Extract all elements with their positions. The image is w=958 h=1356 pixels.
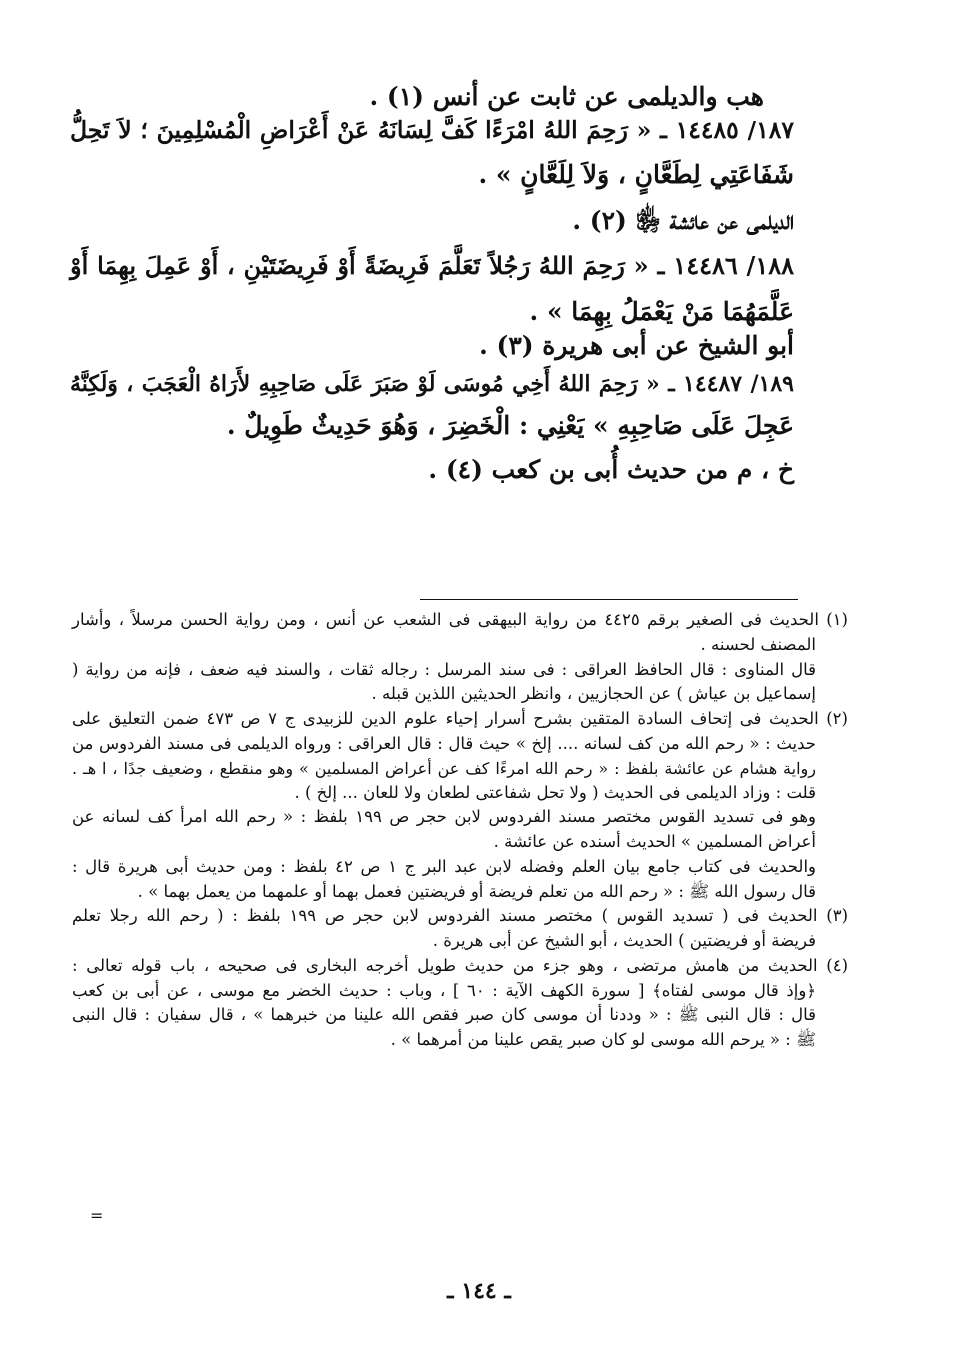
main-text: [70, 82, 794, 485]
footnote-line: قال رسول الله ﷺ : « رحم الله من تعلم فريضة أو فريضتين فعمل بهما أو علمهما من يعمل بهما » .: [137, 881, 816, 901]
footnote-line: قال المناوى : قال الحافظ العراقى : فى سند المرسل : رجاله ثقات ، والسند فيه ضعف ، فإنه من رواية (: [72, 659, 816, 679]
hadith-line: ١٨٨/ ١٤٤٨٦ ـ « رَحِمَ اللهُ رَجُلاً تَعَلَّمَ فَرِيضَةً أَوْ فَرِيضَتَيْنِ ، أَوْ عَمِلَ بِهِمَا أَوْ: [70, 251, 794, 281]
footnote-line: وهو فى تسديد القوس مختصر مسند الفردوس لابن حجر ص ١٩٩ بلفظ : « رحم الله امرأ كف لسانه عن: [72, 807, 817, 827]
hadith-line: الديلمى عن عائشة ﵂ (٢) .: [572, 206, 794, 236]
continuation-mark: =: [90, 1206, 104, 1225]
hadith-line: أبو الشيخ عن أبى هريرة (٣) .: [479, 330, 794, 360]
footnote-line: (٣) الحديث فى ( تسديد القوس ) مختصر مسند الفردوس لابن حجر ص ١٩٩ بلفظ : ( رحم الله رجلا تعلم: [72, 906, 849, 926]
footnote-line: (١) الحديث فى الصغير برقم ٤٤٢٥ من رواية البيهقى فى الشعب عن أنس ، ومن رواية الحسن مرسلاً ، وأشار: [72, 610, 848, 629]
footnote-line: (٢) الحديث فى إتحاف السادة المتقين بشرح أسرار إحياء علوم الدين للزبيدى ج ٧ ص ٤٧٣ ضمن التعليق على: [72, 709, 848, 728]
page-number: ـ ١٤٤ ـ: [447, 1278, 511, 1304]
hadith-line: ١٨٩/ ١٤٤٨٧ ـ « رَحِمَ اللهُ أَخِي مُوسَى لَوْ صَبَرَ عَلَى صَاحِبِهِ لأَرَاهُ الْعَجَبَ ، وَلَكِنَّهُ: [70, 370, 794, 397]
hadith-line: عَلَّمَهُمَا مَنْ يَعْمَلُ بِهِمَا » .: [529, 296, 794, 326]
hadith-line: شَفَاعَتِي لِطَعَّانٍ ، وَلاَ لِلَعَّانٍ » .: [478, 160, 794, 190]
footnote-line: فريضة أو فريضتين ) الحديث ، أبو الشيخ عن أبى هريرة .: [432, 931, 816, 950]
hadith-line: خ ، م من حديث أُبى بن كعب (٤) .: [428, 455, 794, 485]
footnote-line: ﷺ : « يرحم الله موسى لو كان صبر يقص علينا من أمرهما » .: [390, 1030, 816, 1049]
hadith-line: عَجِلَ عَلَى صَاحِبِهِ » يَعْنِي : الْخَضِرَ ، وَهُوَ حَدِيثٌ طَوِيلٌ .: [226, 411, 794, 441]
footnote-line: (٤) الحديث من هامش مرتضى ، وهو جزء من حديث طويل أخرجه البخارى فى صحيحه ، باب قوله تعالى :: [72, 955, 848, 975]
footnote-line: حديث : « رحم الله من كف لسانه .... إلخ » حيث قال : قال العراقى : ورواه الديلمى فى مسند الفردوس من: [72, 733, 816, 753]
footnote-line: رواية هشام عن عائشة بلفظ : « رحم الله امرءًا كف عن أعراض المسلمين » وهو منقطع ، وضعيف جدًا ، ا هـ .: [72, 758, 816, 778]
footnote-line: ﴿وإذ قال موسى لفتاه﴾ [ سورة الكهف الآية : ٦٠ ] ، وباب : حديث الخضر مع موسى ، عن أبى بن كعب: [72, 980, 816, 1000]
footnote-line: والحديث فى كتاب جامع بيان العلم وفضله لابن عبد البر ج ١ ص ٤٢ بلفظ : ومن حديث أبى هريرة قال :: [72, 856, 817, 876]
hadith-line: ١٨٧/ ١٤٤٨٥ ـ « رَحِمَ اللهُ امْرَءًا كَفَّ لِسَانَهُ عَنْ أَعْرَاضِ الْمُسْلِمِينَ ؛ لاَ تَحِلُّ: [70, 116, 795, 144]
footnote-line: قلت : وزاد الديلمى فى الحديث ( ولا تحل شفاعتى لطعان ولا للعان ... إلخ ) .: [294, 782, 816, 802]
footnote-line: قال : قال النبى ﷺ : « وددنا أن موسى كان صبر فقص الله علينا من خبرهما » ، قال سفيان : قال النبى: [72, 1005, 816, 1025]
hadith-line: هب والديلمى عن ثابت عن أنس (١) .: [369, 82, 764, 111]
footnotes: [72, 608, 848, 1053]
footnote-line: أعراض المسلمين » الحديث أسنده عن عائشة .: [493, 832, 816, 851]
footnote-line: المصنف لحسنه .: [700, 634, 816, 654]
footnote-separator: [420, 599, 798, 600]
footnote-line: إسماعيل بن عياش ) عن الحجازيين ، وانظر الحديثين اللذين قبله .: [371, 684, 816, 704]
